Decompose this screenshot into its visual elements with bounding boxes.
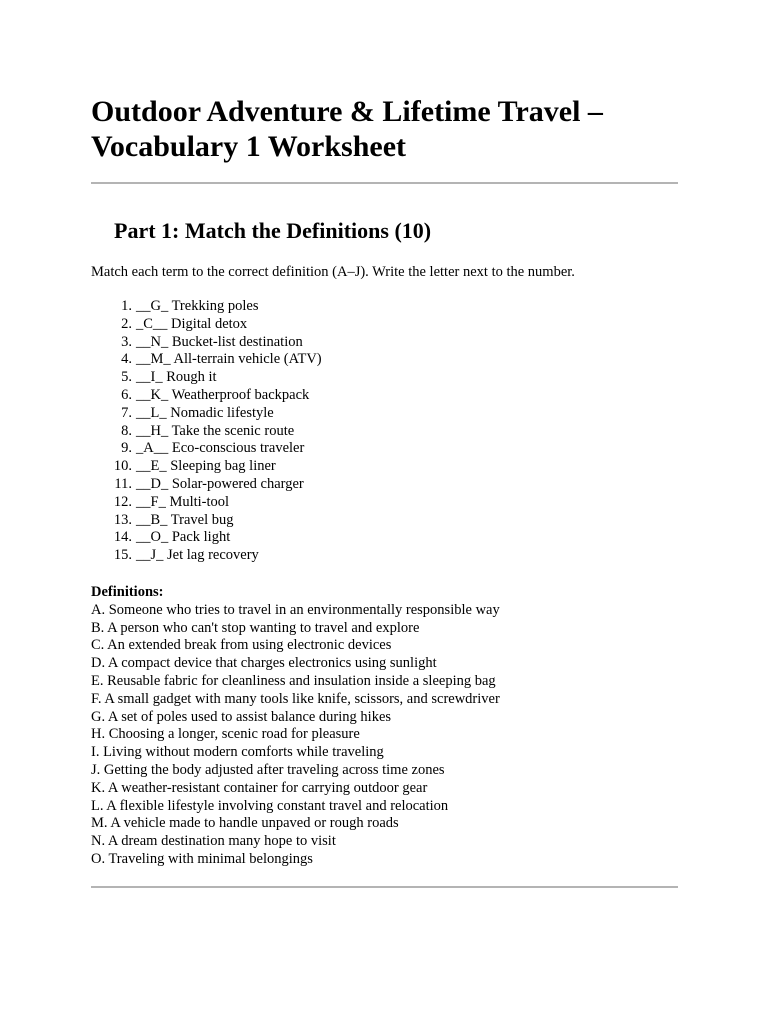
term-text: __K_ Weatherproof backpack — [136, 386, 310, 403]
definition-item: D. A compact device that charges electronics using sunlight — [91, 655, 437, 672]
term-number: 3. — [121, 333, 132, 350]
definition-item: B. A person who can't stop wanting to travel and explore — [91, 619, 420, 636]
part1-heading: Part 1: Match the Definitions (10) — [114, 218, 432, 243]
term-text: __G_ Trekking poles — [136, 298, 259, 314]
term-text: __J_ Jet lag recovery — [136, 547, 259, 564]
term-text: __F_ Multi-tool — [136, 493, 230, 510]
definition-item: N. A dream destination many hope to visit — [91, 833, 336, 850]
term-number: 8. — [121, 422, 132, 439]
term-number: 13. — [113, 511, 132, 528]
term-text: __I_ Rough it — [136, 369, 217, 386]
term-number: 14. — [113, 529, 132, 546]
part1-instructions: Match each term to the correct definition (A–J). Write the letter next to the number. — [91, 264, 575, 280]
definition-item: F. A small gadget with many tools like knife, scissors, and screwdriver — [91, 690, 500, 707]
term-text: __N_ Bucket-list destination — [136, 333, 303, 350]
term-number: 7. — [121, 404, 132, 421]
term-text: _C__ Digital detox — [136, 315, 248, 332]
term-text: __M_ All-terrain vehicle (ATV) — [136, 351, 322, 368]
term-text: __E_ Sleeping bag liner — [136, 458, 276, 475]
definition-item: I. Living without modern comforts while traveling — [91, 744, 384, 761]
top-divider — [91, 182, 678, 184]
definition-item: H. Choosing a longer, scenic road for pleasure — [91, 726, 360, 743]
term-item — [91, 405, 322, 423]
term-number: 4. — [121, 351, 132, 368]
term-text: __O_ Pack light — [136, 529, 231, 546]
term-item — [91, 316, 322, 334]
term-text: __H_ Take the scenic route — [136, 422, 295, 439]
term-text: __L_ Nomadic lifestyle — [136, 404, 274, 421]
definition-item: J. Getting the body adjusted after traveling across time zones — [91, 761, 445, 778]
definitions-block — [91, 584, 500, 869]
definition-item: A. Someone who tries to travel in an environmentally responsible way — [91, 601, 500, 618]
term-item — [91, 512, 322, 530]
term-text: _A__ Eco-conscious traveler — [136, 440, 305, 457]
page-title-line-2: Vocabulary 1 Worksheet — [91, 130, 407, 163]
term-number: 2. — [121, 315, 132, 332]
term-number: 6. — [121, 386, 132, 403]
page-title-line-1: Outdoor Adventure & Lifetime Travel – — [91, 95, 603, 128]
page-title — [91, 94, 678, 164]
definitions-label: Definitions: — [91, 584, 164, 600]
definition-item: G. A set of poles used to assist balance during hikes — [91, 708, 392, 725]
definition-item: M. A vehicle made to handle unpaved or rough roads — [91, 815, 399, 832]
term-item — [91, 458, 322, 476]
term-item — [91, 423, 322, 441]
term-number: 15. — [113, 547, 132, 564]
bottom-divider — [91, 886, 678, 888]
definition-item: C. An extended break from using electronic devices — [91, 637, 392, 654]
term-item — [91, 351, 322, 369]
term-item — [91, 494, 322, 512]
definition-item: K. A weather-resistant container for carrying outdoor gear — [91, 779, 428, 796]
term-number: 11. — [114, 475, 132, 492]
term-item — [91, 476, 322, 494]
term-text: __B_ Travel bug — [136, 511, 234, 528]
term-item — [91, 298, 322, 316]
term-item — [91, 547, 322, 565]
definition-item: O. Traveling with minimal belongings — [91, 850, 313, 867]
term-number: 12. — [113, 493, 132, 510]
term-number: 9. — [121, 440, 132, 457]
term-item — [91, 529, 322, 547]
term-number: 5. — [121, 369, 132, 386]
term-number: 1. — [121, 298, 132, 314]
term-item — [91, 334, 322, 352]
term-number: 10. — [113, 458, 132, 475]
definition-item: E. Reusable fabric for cleanliness and insulation inside a sleeping bag — [91, 672, 496, 689]
term-text: __D_ Solar-powered charger — [136, 475, 304, 492]
term-item — [91, 369, 322, 387]
term-item — [91, 387, 322, 405]
definition-item: L. A flexible lifestyle involving constant travel and relocation — [91, 797, 449, 814]
term-item — [91, 440, 322, 458]
term-list — [91, 298, 322, 565]
